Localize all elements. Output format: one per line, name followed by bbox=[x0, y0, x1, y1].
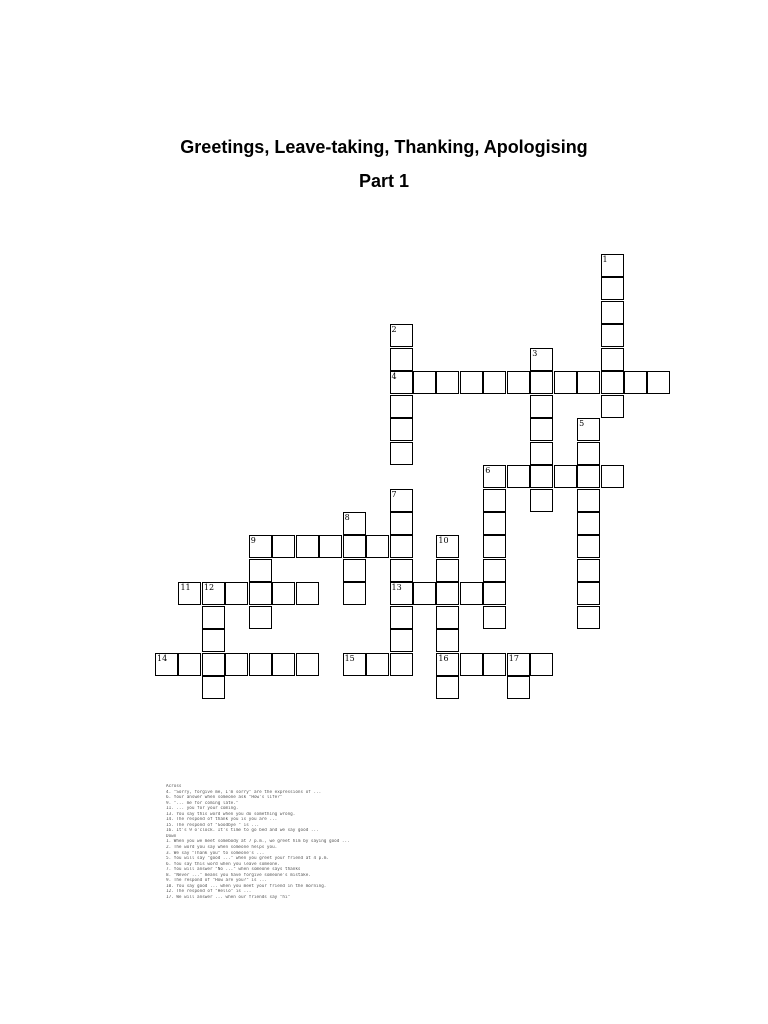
crossword-cell[interactable] bbox=[577, 582, 600, 605]
crossword-cell[interactable] bbox=[554, 465, 577, 488]
crossword-cell[interactable] bbox=[413, 371, 436, 394]
crossword-cell[interactable] bbox=[390, 653, 413, 676]
crossword-cell[interactable] bbox=[436, 606, 459, 629]
crossword-cell[interactable] bbox=[225, 582, 248, 605]
crossword-cell[interactable] bbox=[530, 395, 553, 418]
crossword-cell[interactable] bbox=[390, 442, 413, 465]
crossword-cell[interactable] bbox=[554, 371, 577, 394]
crossword-cell[interactable] bbox=[601, 277, 624, 300]
crossword-cell[interactable] bbox=[530, 489, 553, 512]
clues-across-heading: Across bbox=[166, 784, 182, 789]
crossword-cell[interactable] bbox=[413, 582, 436, 605]
crossword-cell[interactable] bbox=[483, 512, 506, 535]
clue-down: 10. You say good ... when you meet your friend in the morning. bbox=[166, 883, 327, 889]
crossword-cell[interactable] bbox=[202, 653, 225, 676]
crossword-cell[interactable] bbox=[249, 559, 272, 582]
clue-number: 15 bbox=[344, 653, 355, 663]
crossword-cell[interactable] bbox=[577, 442, 600, 465]
clue-number: 8 bbox=[344, 512, 350, 522]
clue-number: 17 bbox=[508, 653, 519, 663]
clue-number: 4 bbox=[391, 372, 397, 382]
clue-down: 3. We say "Thank you" to someone's ... bbox=[166, 850, 265, 856]
crossword-cell[interactable] bbox=[343, 559, 366, 582]
clue-number: 12 bbox=[203, 583, 215, 593]
clue-across: 6. Your answer when someone ask "How's life?" bbox=[166, 795, 283, 801]
crossword-cell[interactable] bbox=[483, 535, 506, 558]
crossword-cell[interactable] bbox=[483, 489, 506, 512]
clue-down: 1. When you we meet somebody at 7 p.m., we greet him by saying good ... bbox=[166, 839, 350, 845]
crossword-cell[interactable] bbox=[577, 606, 600, 629]
crossword-cell[interactable] bbox=[460, 582, 483, 605]
clue-across: 15. The respond of "Goodbye " is ... bbox=[166, 822, 260, 828]
crossword-cell[interactable] bbox=[390, 606, 413, 629]
clue-list bbox=[166, 784, 396, 900]
clue-number: 2 bbox=[391, 325, 397, 335]
clue-across: 13. You say this word when you do something wrong. bbox=[166, 811, 296, 817]
clue-down: 17. We will answer ... when our friends say "hi" bbox=[166, 894, 291, 900]
crossword-cell[interactable] bbox=[460, 653, 483, 676]
clue-number: 5 bbox=[579, 419, 585, 429]
crossword-cell[interactable] bbox=[601, 465, 624, 488]
crossword-cell[interactable] bbox=[343, 582, 366, 605]
crossword-cell[interactable] bbox=[436, 629, 459, 652]
clue-number: 14 bbox=[157, 653, 168, 663]
crossword-cell[interactable] bbox=[436, 559, 459, 582]
crossword-cell[interactable] bbox=[460, 371, 483, 394]
crossword-cell[interactable] bbox=[483, 371, 506, 394]
clue-down: 2. The word you say when someone helps you. bbox=[166, 845, 278, 851]
crossword-cell[interactable] bbox=[390, 559, 413, 582]
crossword-cell[interactable] bbox=[225, 653, 248, 676]
crossword-cell[interactable] bbox=[272, 582, 295, 605]
clue-down: 5. You will say "good ..." when you greet your friend at 4 p.m. bbox=[166, 856, 329, 862]
clue-number: 3 bbox=[532, 348, 538, 358]
crossword-cell[interactable] bbox=[530, 465, 553, 488]
crossword-cell[interactable] bbox=[436, 371, 459, 394]
crossword-cell[interactable] bbox=[577, 489, 600, 512]
clue-number: 10 bbox=[438, 536, 449, 546]
crossword-cell[interactable] bbox=[601, 395, 624, 418]
crossword-cell[interactable] bbox=[577, 371, 600, 394]
crossword-cell[interactable] bbox=[577, 465, 600, 488]
crossword-cell[interactable] bbox=[601, 324, 624, 347]
crossword-cell[interactable] bbox=[202, 606, 225, 629]
crossword-cell[interactable] bbox=[390, 348, 413, 371]
crossword-cell[interactable] bbox=[366, 535, 389, 558]
crossword-cell[interactable] bbox=[436, 676, 459, 699]
crossword-cell[interactable] bbox=[601, 301, 624, 324]
clue-number: 7 bbox=[391, 489, 397, 499]
crossword-cell[interactable] bbox=[530, 371, 553, 394]
clue-across: 4. "Sorry, forgive me, I'm sorry" are the expressions of ... bbox=[166, 789, 322, 795]
crossword-cell[interactable] bbox=[483, 653, 506, 676]
crossword-cell[interactable] bbox=[296, 535, 319, 558]
crossword-cell[interactable] bbox=[366, 653, 389, 676]
crossword-cell[interactable] bbox=[483, 606, 506, 629]
crossword-cell[interactable] bbox=[296, 582, 319, 605]
clue-number: 13 bbox=[391, 583, 402, 593]
crossword-cell[interactable] bbox=[436, 582, 459, 605]
crossword-cell[interactable] bbox=[483, 582, 506, 605]
crossword-cell[interactable] bbox=[507, 371, 530, 394]
crossword-cell[interactable] bbox=[507, 465, 530, 488]
crossword-cell[interactable] bbox=[390, 629, 413, 652]
clue-across: 9. "... me for coming late." bbox=[166, 800, 239, 806]
crossword-cell[interactable] bbox=[530, 653, 553, 676]
crossword-cell[interactable] bbox=[319, 535, 342, 558]
crossword-cell[interactable] bbox=[483, 559, 506, 582]
crossword-cell[interactable] bbox=[249, 582, 272, 605]
clue-number: 11 bbox=[180, 583, 191, 593]
crossword-cell[interactable] bbox=[390, 535, 413, 558]
crossword-cell[interactable] bbox=[202, 629, 225, 652]
crossword-cell[interactable] bbox=[530, 418, 553, 441]
crossword-cell[interactable] bbox=[577, 512, 600, 535]
clue-down: 6. You say this word when you leave someone. bbox=[166, 861, 280, 867]
crossword-cell[interactable] bbox=[390, 418, 413, 441]
clue-across: 14. The respond of thank you is you are ... bbox=[166, 817, 278, 823]
crossword-cell[interactable] bbox=[577, 559, 600, 582]
crossword-cell[interactable] bbox=[577, 535, 600, 558]
clue-number: 1 bbox=[602, 255, 608, 264]
crossword-cell[interactable] bbox=[178, 653, 201, 676]
crossword-cell[interactable] bbox=[249, 653, 272, 676]
crossword-cell[interactable] bbox=[601, 348, 624, 371]
crossword-cell[interactable] bbox=[624, 371, 647, 394]
clue-down: 12. The respond of "Hello" is ... bbox=[166, 889, 252, 895]
clue-number: 16 bbox=[438, 653, 449, 663]
crossword-cell[interactable] bbox=[390, 395, 413, 418]
clue-down: 7. You will answer "No ..." when someone says thanks bbox=[166, 867, 301, 873]
clues-down-heading: Down bbox=[166, 833, 177, 839]
crossword-cell[interactable] bbox=[390, 512, 413, 535]
clue-across: 11. ... you for your coming. bbox=[166, 806, 239, 812]
crossword-cell[interactable] bbox=[601, 371, 624, 394]
crossword-cell[interactable] bbox=[202, 676, 225, 699]
crossword-cell[interactable] bbox=[507, 676, 530, 699]
crossword-cell[interactable] bbox=[272, 653, 295, 676]
crossword-cell[interactable] bbox=[530, 442, 553, 465]
clue-down: 8. "Never ..." means you have forgive someone's mistake. bbox=[166, 872, 311, 878]
page-subtitle: Part 1 bbox=[358, 171, 410, 191]
clue-down: 9. The respond of "How are you?" is ... bbox=[166, 878, 267, 884]
clue-number: 6 bbox=[485, 466, 491, 476]
page-title: Greetings, Leave-taking, Thanking, Apologising bbox=[180, 137, 588, 157]
clue-number: 9 bbox=[250, 536, 256, 546]
crossword-cell[interactable] bbox=[272, 535, 295, 558]
crossword-cell[interactable] bbox=[249, 606, 272, 629]
crossword-cell[interactable] bbox=[296, 653, 319, 676]
crossword-cell[interactable] bbox=[647, 371, 670, 394]
clue-across: 16. It's 9 o'clock. It's time to go bed and we say good ... bbox=[166, 828, 319, 834]
crossword-cell[interactable] bbox=[343, 535, 366, 558]
